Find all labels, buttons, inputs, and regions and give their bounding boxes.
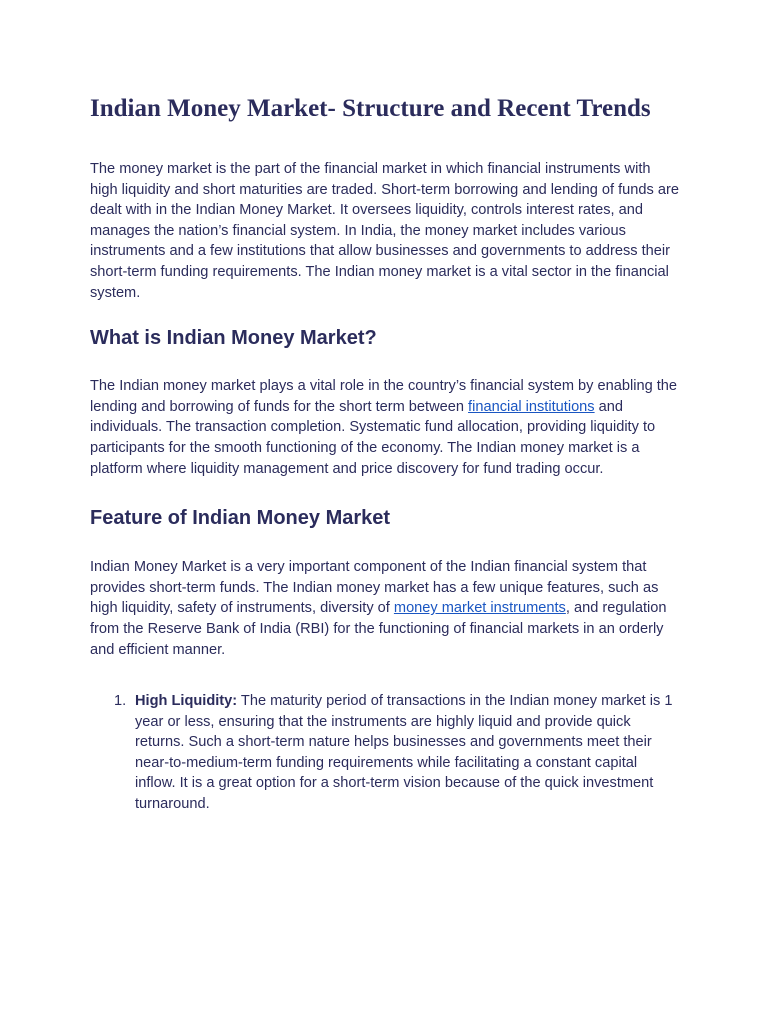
money-market-instruments-link[interactable]: money market instruments bbox=[393, 600, 566, 617]
what-is-paragraph bbox=[90, 376, 680, 479]
page-title: Indian Money Market- Structure and Recent Trends bbox=[90, 95, 651, 122]
paragraph-text: Indian Money Market is a very important component of the Indian financial system that provides short-term funds. The Indian money market has a few unique features, such as high liquidity, safety of instruments, diversity of bbox=[90, 559, 659, 617]
paragraph-text: and individuals. The transaction completion. Systematic fund allocation, providing liquidity to participants for the smooth functioning of the economy. The Indian money market is a platform where liquidity management and price discovery for fund trading occur. bbox=[90, 398, 656, 477]
paragraph-text: , and regulation from the Reserve Bank of India (RBI) for the functioning of financial markets in an orderly and efficient manner. bbox=[90, 600, 667, 658]
section-heading-what-is: What is Indian Money Market? bbox=[90, 327, 377, 350]
financial-institutions-link[interactable]: financial institutions bbox=[468, 398, 595, 415]
feature-list bbox=[90, 691, 680, 815]
intro-paragraph: The money market is the part of the financial market in which financial instruments with high liquidity and short maturities are traded. Short-term borrowing and lending of funds are dealt with in the Indian Money Market. It oversees liquidity, controls interest rates, and manages the nation’s financial system. In India, the money market includes various instruments and a few institutions that allow businesses and governments to address their short-term funding requirements. The Indian money market is a vital sector in the financial system. bbox=[90, 161, 679, 301]
features-paragraph bbox=[90, 557, 680, 660]
list-item-term: High Liquidity: bbox=[135, 693, 238, 710]
document-content bbox=[90, 92, 680, 815]
list-number: 1. bbox=[114, 693, 127, 710]
section-heading-features: Feature of Indian Money Market bbox=[90, 507, 391, 530]
list-item bbox=[90, 691, 680, 815]
paragraph-text: The Indian money market plays a vital role in the country’s financial system by enabling the lending and borrowing of funds for the short term between bbox=[90, 378, 678, 415]
list-item-text: The maturity period of transactions in the Indian money market is 1 year or less, ensuring that the instruments are highly liquid and provide quick returns. Such a short-term nature helps businesses and governments meet their near-to-medium-term funding requirements while facilitating a constant capital inflow. It is a great option for a short-term vision because of the quick investment turnaround. bbox=[135, 693, 673, 813]
